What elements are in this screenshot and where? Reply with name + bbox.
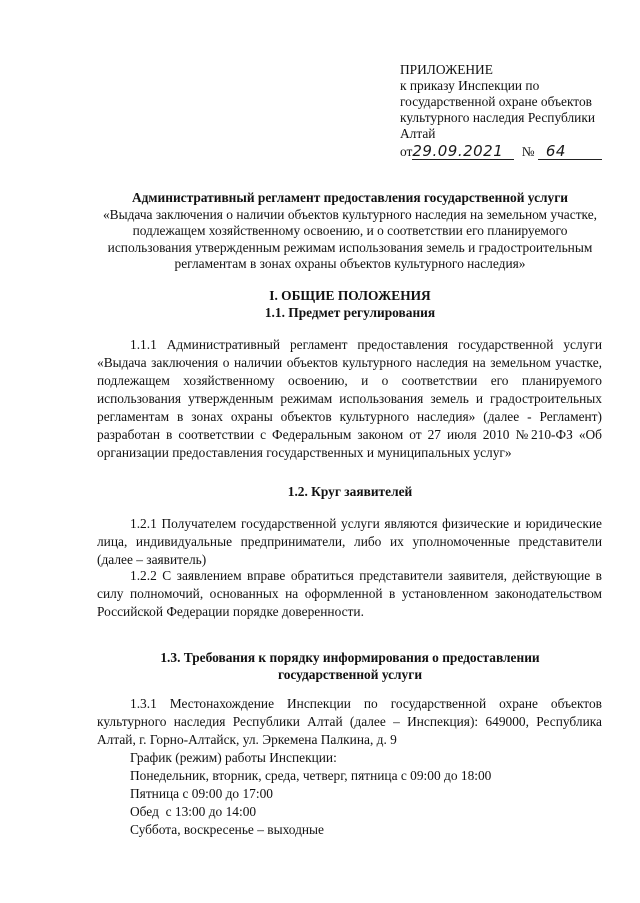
paragraph-1-2-1: 1.2.1 Получателем государственной услуги являются физические и юридические лица, индивидуальные предприниматели, либо их уполномоченные представители (далее – заявитель) xyxy=(97,516,602,567)
work-schedule xyxy=(130,749,610,839)
appendix-date-number-line xyxy=(400,144,620,160)
title-sub: «Выдача заключения о наличии объектов культурного наследия на земельном участке, подлежащем хозяйственному освоению, и о соответствии его планируемого использования утвержденным режимам использования земель и градостроительным регламентам в зонах охраны объектов культурного наследия» xyxy=(102,206,598,271)
appendix-block xyxy=(400,62,620,160)
appendix-org-line: культурного наследия Республики xyxy=(400,110,595,125)
paragraph-1-1-1: 1.1.1 Административный регламент предоставления государственной услуги «Выдача заключения о наличии объектов культурного наследия на земельном участке, подлежащем хозяйственному освоению, и о соответствии его планируемого использования утвержденным режимам использования земель и градостроительных регламентам в зонах охраны объектов культурного наследия» (далее - Регламент) разработан в соответствии с Федеральным законом от 27 июля 2010 №210-ФЗ «Об организации предоставления государственных и муниципальных услуг» xyxy=(97,337,602,460)
paragraph-1-2-2: 1.2.2 С заявлением вправе обратиться представители заявителя, действующие в силу полномочий, основанных на оформленной в установленном законодательством Российской Федерации порядке доверенности. xyxy=(97,568,602,619)
subsection-heading: 1.2. Круг заявителей xyxy=(287,484,413,499)
subsection-heading-line: государственной услуги xyxy=(277,667,423,682)
appendix-label: ПРИЛОЖЕНИЕ xyxy=(400,62,493,77)
number-prefix: № xyxy=(521,144,535,159)
appendix-org-line: государственной охране объектов xyxy=(400,94,592,109)
handwritten-date: 29.09.2021 xyxy=(412,142,504,160)
appendix-order-ref: к приказу Инспекции по xyxy=(400,78,540,93)
paragraph-1-3-1: 1.3.1 Местонахождение Инспекции по государственной охране объектов культурного наследия Республики Алтай (далее – Инспекция): 649000, Республика Алтай, г. Горно-Алтайск, ул. Эркемена Палкина, д. 9 xyxy=(97,696,602,747)
document-title xyxy=(100,190,600,273)
schedule-friday: Пятница с 09:00 до 17:00 xyxy=(130,786,273,801)
schedule-weekend: Суббота, воскресенье – выходные xyxy=(130,822,324,837)
section-heading: I. ОБЩИЕ ПОЛОЖЕНИЯ xyxy=(269,288,431,303)
schedule-header: График (режим) работы Инспекции: xyxy=(130,750,337,765)
handwritten-number: 64 xyxy=(545,142,566,160)
schedule-weekdays: Понедельник, вторник, среда, четверг, пятница с 09:00 до 18:00 xyxy=(130,768,492,783)
title-main: Административный регламент предоставления государственной услуги xyxy=(131,190,569,205)
subsection-heading xyxy=(100,649,600,683)
schedule-lunch: Обед с 13:00 до 14:00 xyxy=(130,804,257,819)
date-prefix: от xyxy=(400,144,413,159)
subsection-heading: 1.1. Предмет регулирования xyxy=(264,305,436,320)
appendix-org-line: Алтай xyxy=(400,126,436,141)
subsection-heading-line: 1.3. Требования к порядку информирования о предоставлении xyxy=(160,650,540,665)
